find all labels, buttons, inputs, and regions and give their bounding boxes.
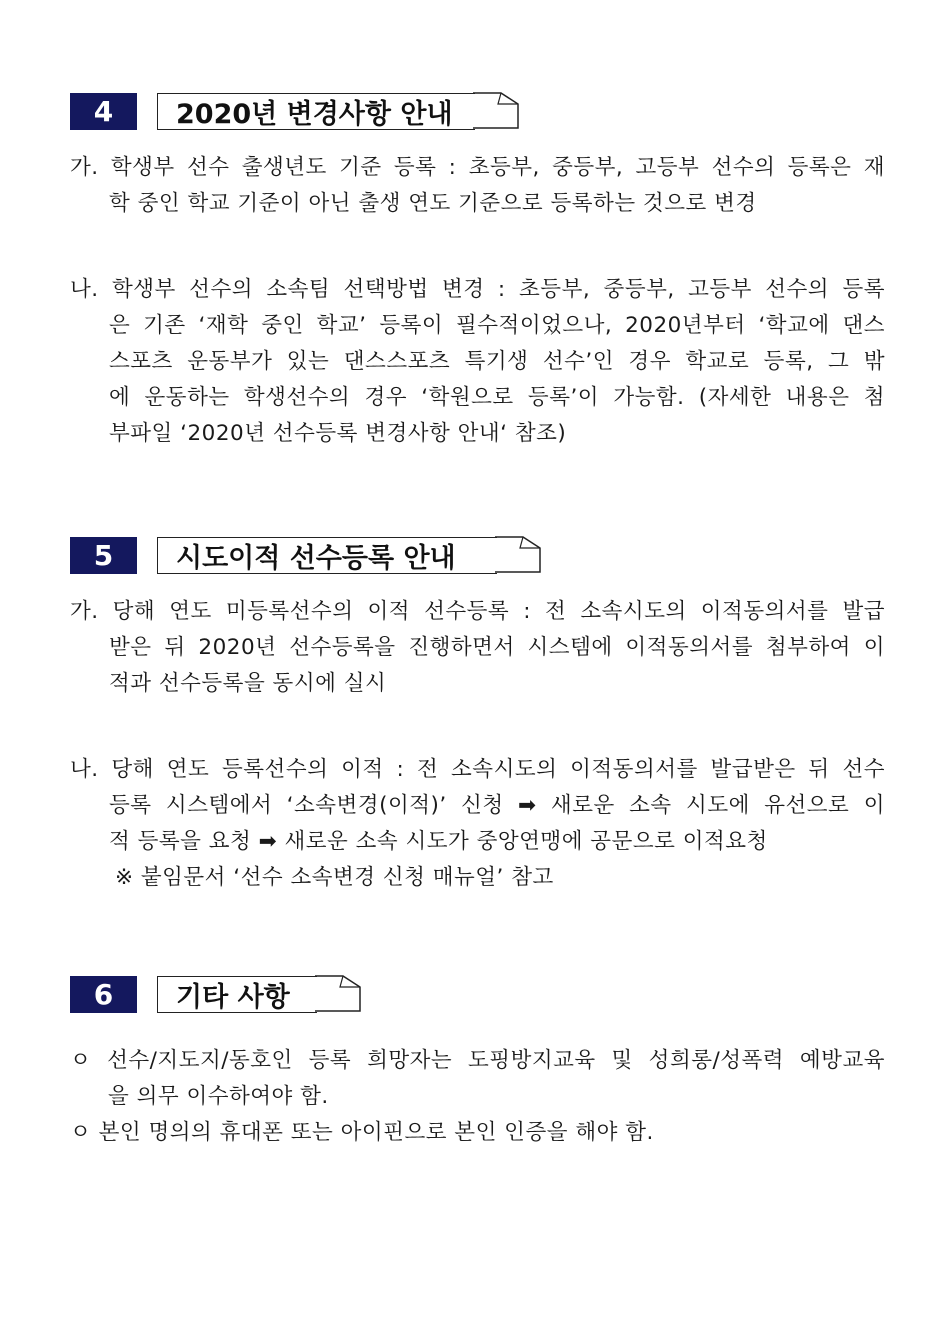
section-title: 2020년 변경사항 안내: [176, 98, 453, 130]
text-line: 은 기존 ‘재학 중인 학교’ 등록이 필수적이었으나, 2020년부터 ‘학교에 댄스: [109, 313, 885, 338]
text-line: 적과 선수등록을 동시에 실시: [109, 671, 387, 696]
text-line: 스포츠 운동부가 있는 댄스스포츠 특기생 선수’인 경우 학교로 등록, 그 밖: [109, 349, 885, 374]
paragraph-6-bullets: [70, 1043, 885, 1151]
section-title-box: [157, 976, 317, 1013]
text-line: 가. 학생부 선수 출생년도 기준 등록 : 초등부, 중등부, 고등부 선수의 등록은 재: [70, 155, 885, 180]
section-number: 4: [70, 93, 137, 130]
text-line: 학 중인 학교 기준이 아닌 출생 연도 기준으로 등록하는 것으로 변경: [109, 191, 757, 216]
section-number: 5: [70, 537, 137, 574]
section-title-box: [157, 93, 475, 130]
paragraph-4-ga: [70, 150, 885, 222]
section-header-4: [70, 92, 475, 130]
text-line: 을 의무 이수하여야 함.: [108, 1084, 329, 1109]
text-line: 나. 당해 연도 등록선수의 이적 : 전 소속시도의 이적동의서를 발급받은 뒤 선수: [70, 757, 885, 782]
text-line: 받은 뒤 2020년 선수등록을 진행하면서 시스템에 이적동의서를 첨부하여 이: [109, 635, 885, 660]
folded-corner-icon: [495, 536, 541, 573]
text-line: 등록 시스템에서 ‘소속변경(이적)’ 신청 ➡ 새로운 소속 시도에 유선으로 이: [109, 793, 885, 818]
text-line: ㅇ 본인 명의의 휴대폰 또는 아이핀으로 본인 인증을 해야 함.: [70, 1120, 654, 1145]
paragraph-5-na: [70, 752, 885, 896]
folded-corner-icon: [315, 975, 361, 1012]
text-line: 에 운동하는 학생선수의 경우 ‘학원으로 등록’이 가능함. (자세한 내용은 첨: [109, 385, 885, 410]
section-number: 6: [70, 976, 137, 1013]
section-title: 기타 사항: [176, 981, 290, 1013]
text-line: ㅇ 선수/지도지/동호인 등록 희망자는 도핑방지교육 및 성희롱/성폭력 예방교육: [70, 1048, 885, 1073]
text-line: 적 등록을 요청 ➡ 새로운 소속 시도가 중앙연맹에 공문으로 이적요청: [109, 829, 768, 854]
section-title-box: [157, 537, 497, 574]
paragraph-5-ga: [70, 594, 885, 702]
folded-corner-icon: [473, 92, 519, 129]
section-header-6: [70, 975, 317, 1013]
section-header-5: [70, 536, 497, 574]
paragraph-4-na: [70, 272, 885, 452]
section-title: 시도이적 선수등록 안내: [176, 542, 456, 574]
text-line: ※ 붙임문서 ‘선수 소속변경 신청 매뉴얼’ 참고: [115, 865, 554, 890]
text-line: 가. 당해 연도 미등록선수의 이적 선수등록 : 전 소속시도의 이적동의서를 발급: [70, 599, 885, 624]
text-line: 부파일 ‘2020년 선수등록 변경사항 안내‘ 참조): [109, 421, 567, 446]
text-line: 나. 학생부 선수의 소속팀 선택방법 변경 : 초등부, 중등부, 고등부 선수의 등록: [70, 277, 885, 302]
